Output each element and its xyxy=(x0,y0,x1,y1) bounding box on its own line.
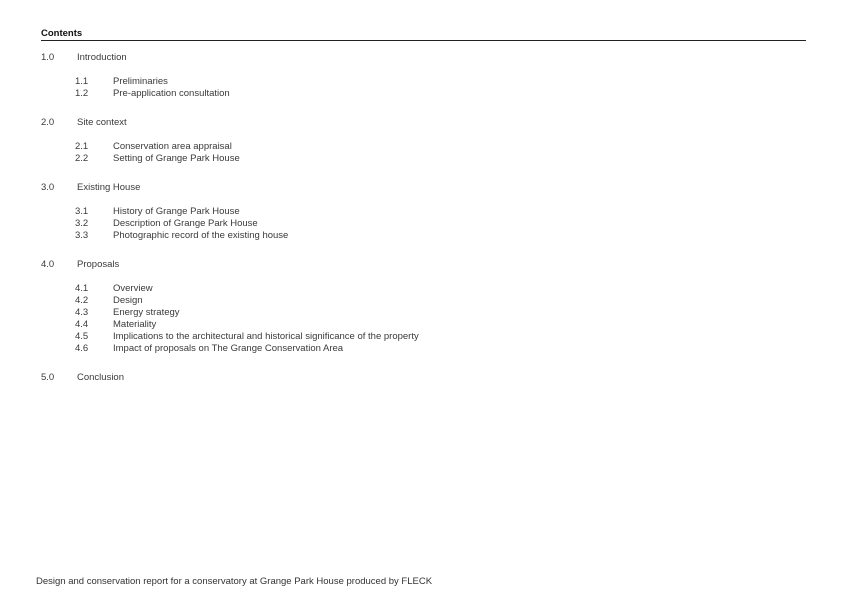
subsection-title: Design xyxy=(113,295,143,306)
toc-subsection-row[interactable] xyxy=(41,230,806,242)
toc-subsection-row[interactable] xyxy=(41,218,806,230)
subsection-number: 4.6 xyxy=(75,343,89,354)
section-title: Introduction xyxy=(77,52,127,63)
toc-subsection-row[interactable] xyxy=(41,76,806,88)
subsection-number: 2.1 xyxy=(75,141,89,152)
toc-section xyxy=(41,52,806,100)
subsection-number: 4.4 xyxy=(75,319,89,330)
toc-subsection-row[interactable] xyxy=(41,331,806,343)
subsection-title: History of Grange Park House xyxy=(113,206,240,217)
subsection-number: 1.1 xyxy=(75,76,89,87)
subsection-title: Setting of Grange Park House xyxy=(113,153,240,164)
subsection-number: 3.2 xyxy=(75,218,89,229)
subsection-number: 4.2 xyxy=(75,295,89,306)
subsection-title: Impact of proposals on The Grange Conservation Area xyxy=(113,343,344,354)
toc-section-row[interactable] xyxy=(41,117,806,129)
toc-section-row[interactable] xyxy=(41,182,806,194)
subsection-number: 4.5 xyxy=(75,331,89,342)
toc-subsection-row[interactable] xyxy=(41,141,806,153)
toc-section xyxy=(41,259,806,355)
toc-subsection-row[interactable] xyxy=(41,343,806,355)
toc-subsection-row[interactable] xyxy=(41,283,806,295)
subsection-title: Pre-application consultation xyxy=(113,88,230,99)
subsection-number: 4.3 xyxy=(75,307,89,318)
subsection-title: Energy strategy xyxy=(113,307,180,318)
toc-subsection-row[interactable] xyxy=(41,319,806,331)
section-title: Existing House xyxy=(77,182,141,193)
toc-subsection-row[interactable] xyxy=(41,307,806,319)
section-number: 4.0 xyxy=(41,259,55,270)
section-number: 2.0 xyxy=(41,117,55,128)
toc-section-row[interactable] xyxy=(41,372,806,384)
section-title: Conclusion xyxy=(77,372,124,383)
toc-section xyxy=(41,182,806,242)
section-title: Site context xyxy=(77,117,127,128)
document-footer: Design and conservation report for a conservatory at Grange Park House produced by FLECK xyxy=(36,576,433,587)
subsection-title: Conservation area appraisal xyxy=(113,141,232,152)
toc-subsection-row[interactable] xyxy=(41,153,806,165)
subsection-title: Implications to the architectural and historical significance of the property xyxy=(113,331,419,342)
subsection-title: Description of Grange Park House xyxy=(113,218,258,229)
toc-subsection-row[interactable] xyxy=(41,206,806,218)
toc-subsection-row[interactable] xyxy=(41,295,806,307)
section-number: 3.0 xyxy=(41,182,55,193)
section-number: 5.0 xyxy=(41,372,55,383)
subsection-title: Materiality xyxy=(113,319,157,330)
subsection-title: Overview xyxy=(113,283,153,294)
section-title: Proposals xyxy=(77,259,120,270)
toc-subsection-row[interactable] xyxy=(41,88,806,100)
section-number: 1.0 xyxy=(41,52,55,63)
toc-section xyxy=(41,117,806,165)
contents-heading: Contents xyxy=(41,28,806,41)
subsection-title: Preliminaries xyxy=(113,76,168,87)
subsection-number: 2.2 xyxy=(75,153,89,164)
table-of-contents xyxy=(41,52,806,401)
subsection-number: 3.1 xyxy=(75,206,89,217)
subsection-title: Photographic record of the existing house xyxy=(113,230,289,241)
subsection-number: 4.1 xyxy=(75,283,89,294)
toc-section-row[interactable] xyxy=(41,52,806,64)
subsection-number: 1.2 xyxy=(75,88,89,99)
toc-section-row[interactable] xyxy=(41,259,806,271)
subsection-number: 3.3 xyxy=(75,230,89,241)
toc-section xyxy=(41,372,806,384)
